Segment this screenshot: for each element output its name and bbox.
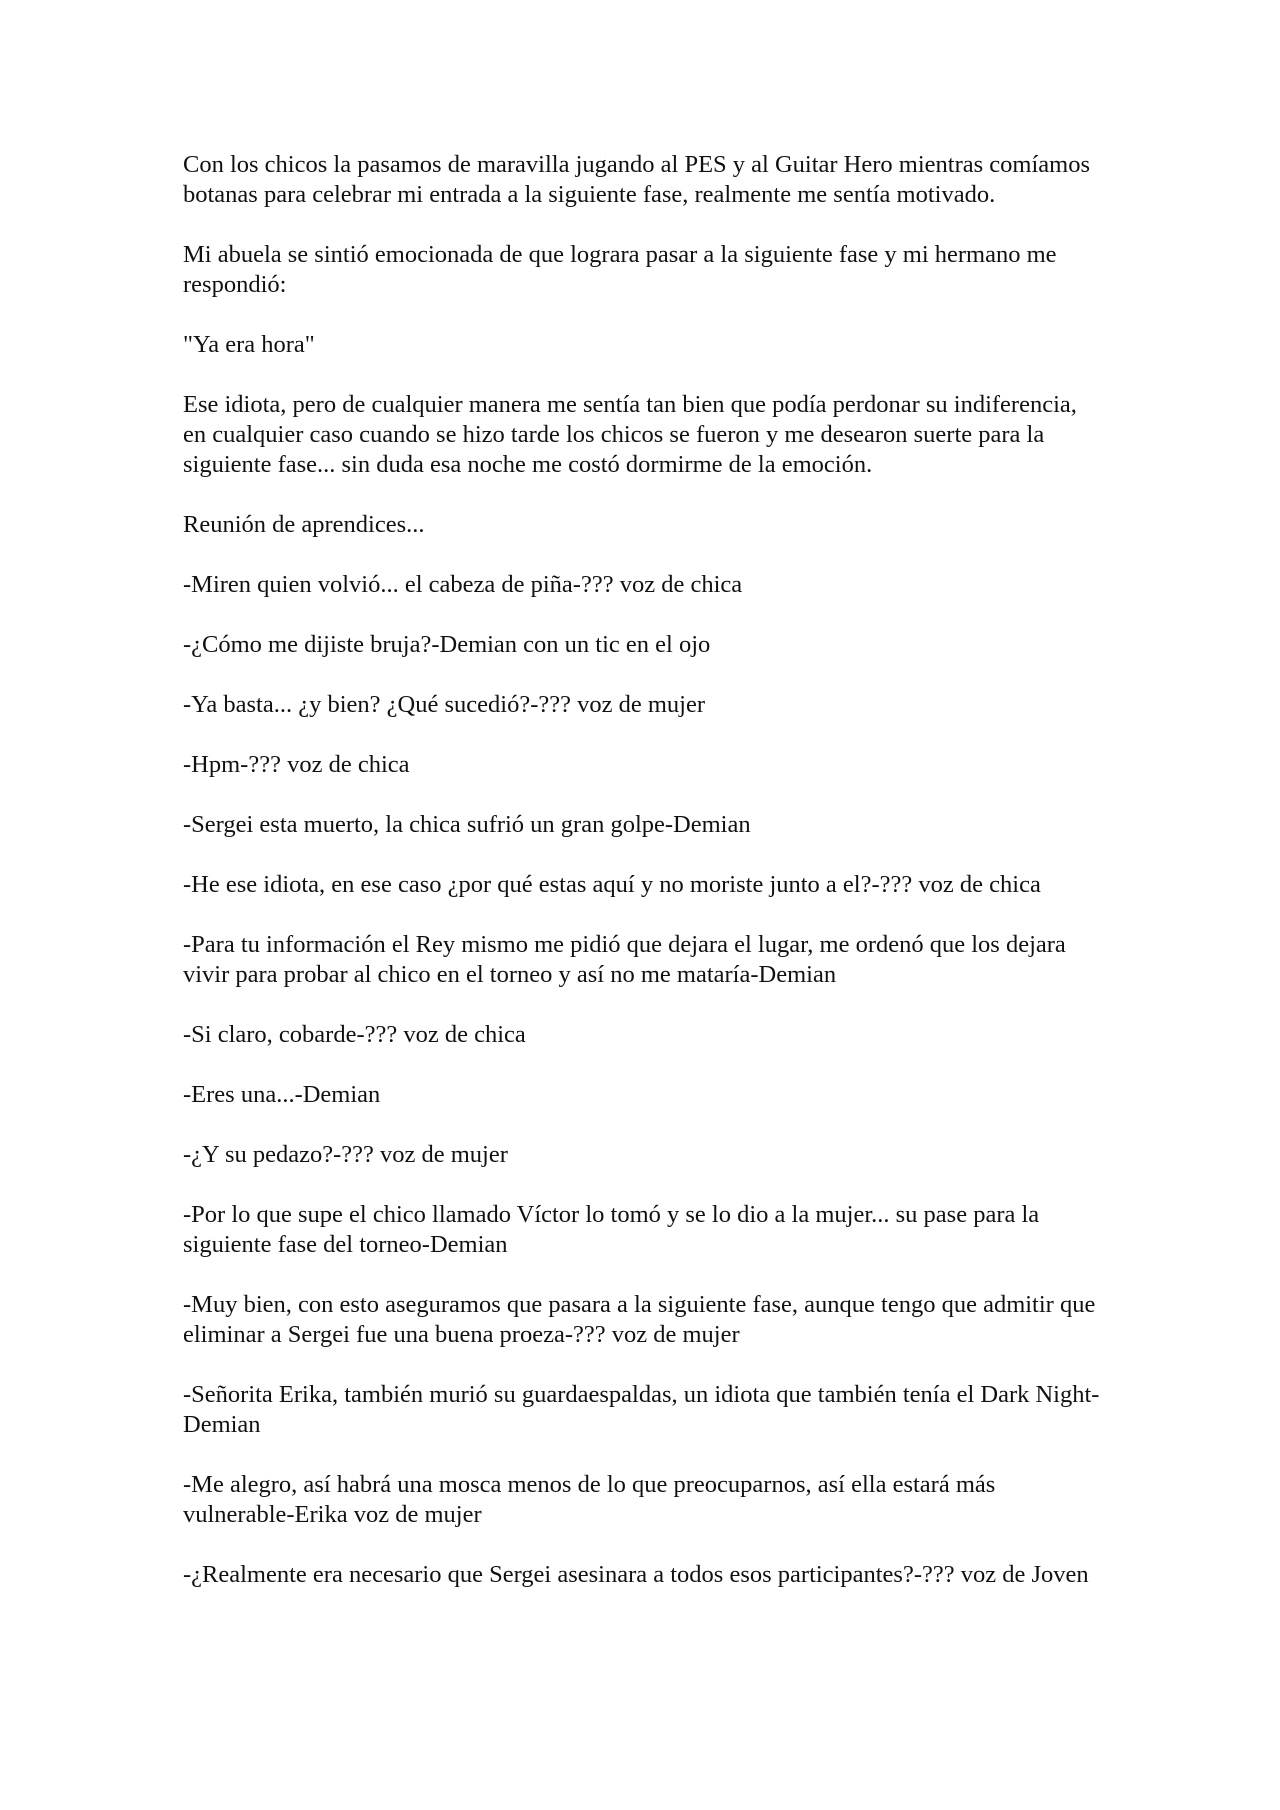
dialogue-line: -Sergei esta muerto, la chica sufrió un gran golpe-Demian bbox=[183, 811, 751, 838]
dialogue-line: -¿Cómo me dijiste bruja?-Demian con un tic en el ojo bbox=[183, 631, 711, 658]
dialogue-line: -Me alegro, así habrá una mosca menos de lo que preocuparnos, así ella estará más vulnerable-Erika voz de mujer bbox=[183, 1471, 996, 1528]
paragraph: "Ya era hora" bbox=[183, 331, 315, 358]
dialogue-line: -Si claro, cobarde-??? voz de chica bbox=[183, 1021, 526, 1048]
paragraph: Mi abuela se sintió emocionada de que lograra pasar a la siguiente fase y mi hermano me respondió: bbox=[183, 241, 1057, 298]
dialogue-line: -Para tu información el Rey mismo me pidió que dejara el lugar, me ordenó que los dejara vivir para probar al chico en el torneo y así no me mataría-Demian bbox=[183, 931, 1066, 988]
dialogue-line: -Muy bien, con esto aseguramos que pasara a la siguiente fase, aunque tengo que admitir que eliminar a Sergei fue una buena proeza-??? voz de mujer bbox=[183, 1291, 1096, 1348]
dialogue-line: -¿Y su pedazo?-??? voz de mujer bbox=[183, 1141, 508, 1168]
dialogue-line: -Miren quien volvió... el cabeza de piña-??? voz de chica bbox=[183, 571, 743, 598]
document-body bbox=[183, 150, 1103, 1620]
dialogue-line: -He ese idiota, en ese caso ¿por qué estas aquí y no moriste junto a el?-??? voz de chica bbox=[183, 871, 1041, 898]
dialogue-line: -Ya basta... ¿y bien? ¿Qué sucedió?-??? voz de mujer bbox=[183, 691, 706, 718]
dialogue-line: -Señorita Erika, también murió su guardaespaldas, un idiota que también tenía el Dark Night-Demian bbox=[183, 1381, 1100, 1438]
dialogue-line: -Por lo que supe el chico llamado Víctor lo tomó y se lo dio a la mujer... su pase para la siguiente fase del torneo-Demian bbox=[183, 1201, 1040, 1258]
dialogue-line: -Hpm-??? voz de chica bbox=[183, 751, 410, 778]
dialogue-line: -¿Realmente era necesario que Sergei asesinara a todos esos participantes?-??? voz de Joven bbox=[183, 1561, 1089, 1588]
paragraph: Ese idiota, pero de cualquier manera me sentía tan bien que podía perdonar su indiferencia, en cualquier caso cuando se hizo tarde los chicos se fueron y me desearon suerte para la siguiente fase... sin duda esa noche me costó dormirme de la emoción. bbox=[183, 391, 1077, 478]
paragraph: Con los chicos la pasamos de maravilla jugando al PES y al Guitar Hero mientras comíamos botanas para celebrar mi entrada a la siguiente fase, realmente me sentía motivado. bbox=[183, 151, 1090, 208]
dialogue-line: -Eres una...-Demian bbox=[183, 1081, 381, 1108]
paragraph: Reunión de aprendices... bbox=[183, 511, 425, 538]
